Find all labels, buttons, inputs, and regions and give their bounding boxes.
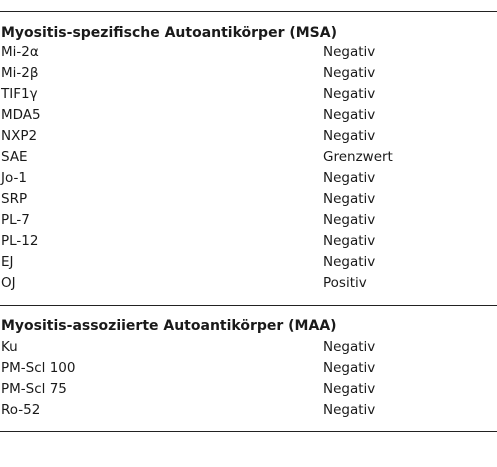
- table-row: [0, 147, 497, 168]
- table-row: [0, 105, 497, 126]
- table-row: [0, 210, 497, 231]
- antibody-name: PM-Scl 75: [1, 381, 67, 397]
- antibody-result: Negativ: [323, 402, 376, 418]
- table-row: [0, 42, 497, 63]
- table-row: [0, 379, 497, 400]
- antibody-result: Negativ: [323, 86, 376, 102]
- table-row: [0, 63, 497, 84]
- antibody-result: Negativ: [323, 212, 376, 228]
- table-row: [0, 337, 497, 358]
- antibody-result: Negativ: [323, 381, 376, 397]
- antibody-name: Mi-2α: [1, 44, 39, 60]
- table-row: [0, 84, 497, 105]
- table-row: [0, 231, 497, 252]
- antibody-name: PL-7: [1, 212, 30, 228]
- antibody-name: PL-12: [1, 233, 39, 249]
- table-row: [0, 273, 497, 294]
- antibody-name: OJ: [1, 275, 16, 291]
- antibody-result: Negativ: [323, 44, 376, 60]
- antibody-name: Mi-2β: [1, 65, 39, 81]
- antibody-name: Ku: [1, 339, 18, 355]
- antibody-name: EJ: [1, 254, 14, 270]
- antibody-name: Ro-52: [1, 402, 41, 418]
- table-row: [0, 126, 497, 147]
- antibody-name: SAE: [1, 149, 28, 165]
- table-row: [0, 358, 497, 379]
- antibody-name: Jo-1: [1, 170, 27, 186]
- table-row: [0, 400, 497, 421]
- section-divider: [0, 305, 497, 306]
- antibody-result: Negativ: [323, 254, 376, 270]
- antibody-result: Negativ: [323, 233, 376, 249]
- table-top-rule: [0, 11, 497, 12]
- table-row: [0, 168, 497, 189]
- antibody-result: Negativ: [323, 65, 376, 81]
- antibody-name: SRP: [1, 191, 28, 207]
- antibody-name: TIF1γ: [1, 86, 38, 102]
- antibody-result: Positiv: [323, 275, 367, 291]
- antibody-name: PM-Scl 100: [1, 360, 76, 376]
- antibody-result: Negativ: [323, 170, 376, 186]
- table-bottom-rule: [0, 431, 497, 432]
- antibody-result: Negativ: [323, 339, 376, 355]
- section-title-msa: Myositis-spezifische Autoantikörper (MSA): [1, 25, 337, 41]
- antibody-name: NXP2: [1, 128, 38, 144]
- antibody-result: Grenzwert: [323, 149, 393, 165]
- antibody-name: MDA5: [1, 107, 41, 123]
- table-row: [0, 189, 497, 210]
- antibody-result: Negativ: [323, 128, 376, 144]
- antibody-result: Negativ: [323, 107, 376, 123]
- table-row: [0, 252, 497, 273]
- antibody-result: Negativ: [323, 191, 376, 207]
- section-title-maa: Myositis-assoziierte Autoantikörper (MAA): [1, 318, 337, 334]
- antibody-result: Negativ: [323, 360, 376, 376]
